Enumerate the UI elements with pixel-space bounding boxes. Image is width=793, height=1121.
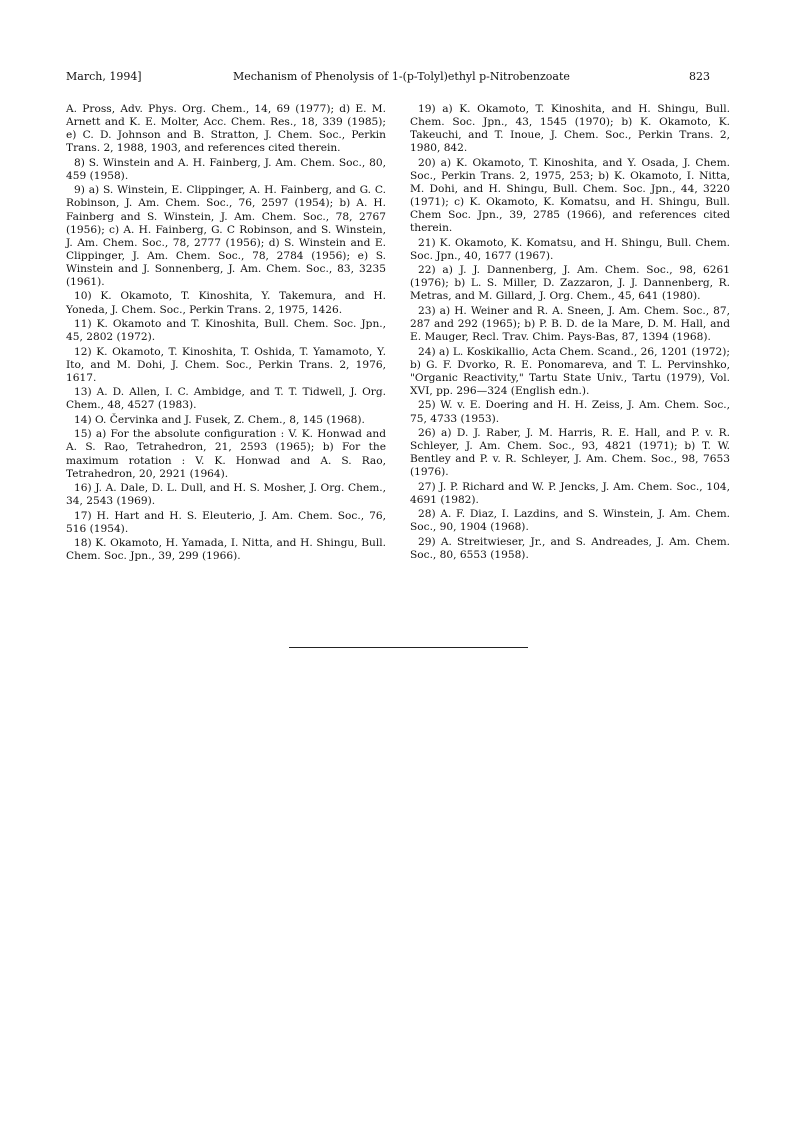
reference-entry: 22) a) J. J. Dannenberg, J. Am. Chem. Soc., 98, 6261 (1976); b) L. S. Miller, D. Zazzaron, J. J. Dannenberg, R. Metras, and M. Gillard, J. Org. Chem., 45, 641 (1980). <box>410 264 730 303</box>
end-rule <box>289 647 528 648</box>
references-right-column <box>410 103 730 563</box>
reference-entry: 8) S. Winstein and A. H. Fainberg, J. Am. Chem. Soc., 80, 459 (1958). <box>66 156 386 182</box>
page-number: 823 <box>689 70 710 83</box>
reference-entry: 27) J. P. Richard and W. P. Jencks, J. Am. Chem. Soc., 104, 4691 (1982). <box>410 480 730 506</box>
issue-date: March, 1994] <box>66 70 142 83</box>
reference-entry: 20) a) K. Okamoto, T. Kinoshita, and Y. Osada, J. Chem. Soc., Perkin Trans. 2, 1975, 253; b) K. Okamoto, I. Nitta, M. Dohi, and H. Shingu, Bull. Chem. Soc. Jpn., 44, 3220 (1971); c) K. Okamoto, K. Komatsu, and H. Shingu, Bull. Chem Soc. Jpn., 39, 2785 (1966), and references cited therein. <box>410 156 730 235</box>
reference-entry: 15) a) For the absolute configuration : V. K. Honwad and A. S. Rao, Tetrahedron, 21, 2593 (1965); b) For the maximum rotation : V. K. Honwad and A. S. Rao, Tetrahedron, 20, 2921 (1964). <box>66 428 386 480</box>
reference-entry: 24) a) L. Koskikallio, Acta Chem. Scand., 26, 1201 (1972); b) G. F. Dvorko, R. E. Ponomareva, and T. L. Pervinshko, "Organic Reactivity," Tartu State Univ., Tartu (1979), Vol. XVI, pp. 296—324 (English edn.). <box>410 345 730 397</box>
reference-entry: 19) a) K. Okamoto, T. Kinoshita, and H. Shingu, Bull. Chem. Soc. Jpn., 43, 1545 (1970); b) K. Okamoto, K. Takeuchi, and T. Inoue, J. Chem. Soc., Perkin Trans. 2, 1980, 842. <box>410 103 730 155</box>
reference-entry: 23) a) H. Weiner and R. A. Sneen, J. Am. Chem. Soc., 87, 287 and 292 (1965); b) P. B. D. de la Mare, D. M. Hall, and E. Mauger, Recl. Trav. Chim. Pays-Bas, 87, 1394 (1968). <box>410 304 730 344</box>
reference-entry: 26) a) D. J. Raber, J. M. Harris, R. E. Hall, and P. v. R. Schleyer, J. Am. Chem. Soc., 93, 4821 (1971); b) T. W. Bentley and P. v. R. Schleyer, J. Am. Chem. Soc., 98, 7653 (1976). <box>410 426 730 479</box>
reference-entry: 9) a) S. Winstein, E. Clippinger, A. H. Fainberg, and G. C. Robinson, J. Am. Chem. Soc., 76, 2597 (1954); b) A. H. Fainberg and S. Winstein, J. Am. Chem. Soc., 78, 2767 (1956); c) A. H. Fainberg, G. C Robinson, and S. Winstein, J. Am. Chem. Soc., 78, 2777 (1956); d) S. Winstein and E. Clippinger, J. Am. Chem. Soc., 78, 2784 (1956); e) S. Winstein and J. Sonnenberg, J. Am. Chem. Soc., 83, 3235 (1961). <box>66 184 386 288</box>
reference-entry: 17) H. Hart and H. S. Eleuterio, J. Am. Chem. Soc., 76, 516 (1954). <box>66 509 386 535</box>
reference-entry: 11) K. Okamoto and T. Kinoshita, Bull. Chem. Soc. Jpn., 45, 2802 (1972). <box>66 318 386 344</box>
reference-entry: 18) K. Okamoto, H. Yamada, I. Nitta, and H. Shingu, Bull. Chem. Soc. Jpn., 39, 299 (1966). <box>66 537 386 563</box>
reference-entry: 25) W. v. E. Doering and H. H. Zeiss, J. Am. Chem. Soc., 75, 4733 (1953). <box>410 399 730 425</box>
running-title: Mechanism of Phenolysis of 1-(p-Tolyl)ethyl p-Nitrobenzoate <box>233 70 570 83</box>
reference-entry: 13) A. D. Allen, I. C. Ambidge, and T. T. Tidwell, J. Org. Chem., 48, 4527 (1983). <box>66 386 386 412</box>
reference-entry: 28) A. F. Diaz, I. Lazdins, and S. Winstein, J. Am. Chem. Soc., 90, 1904 (1968). <box>410 508 730 534</box>
reference-entry: 21) K. Okamoto, K. Komatsu, and H. Shingu, Bull. Chem. Soc. Jpn., 40, 1677 (1967). <box>410 236 730 262</box>
reference-entry: 10) K. Okamoto, T. Kinoshita, Y. Takemura, and H. Yoneda, J. Chem. Soc., Perkin Trans. 2, 1975, 1426. <box>66 290 386 316</box>
reference-entry: A. Pross, Adv. Phys. Org. Chem., 14, 69 (1977); d) E. M. Arnett and K. E. Molter, Acc. Chem. Res., 18, 339 (1985); e) C. D. Johnson and B. Stratton, J. Chem. Soc., Perkin Trans. 2, 1988, 1903, and references cited therein. <box>66 103 386 155</box>
references-left-column <box>66 103 386 565</box>
reference-entry: 29) A. Streitwieser, Jr., and S. Andreades, J. Am. Chem. Soc., 80, 6553 (1958). <box>410 535 730 561</box>
reference-entry: 16) J. A. Dale, D. L. Dull, and H. S. Mosher, J. Org. Chem., 34, 2543 (1969). <box>66 482 386 508</box>
reference-entry: 14) O. Červinka and J. Fusek, Z. Chem., 8, 145 (1968). <box>74 413 365 426</box>
running-header <box>66 70 710 84</box>
reference-entry: 12) K. Okamoto, T. Kinoshita, T. Oshida, T. Yamamoto, Y. Ito, and M. Dohi, J. Chem. Soc., Perkin Trans. 2, 1976, 1617. <box>66 345 386 384</box>
